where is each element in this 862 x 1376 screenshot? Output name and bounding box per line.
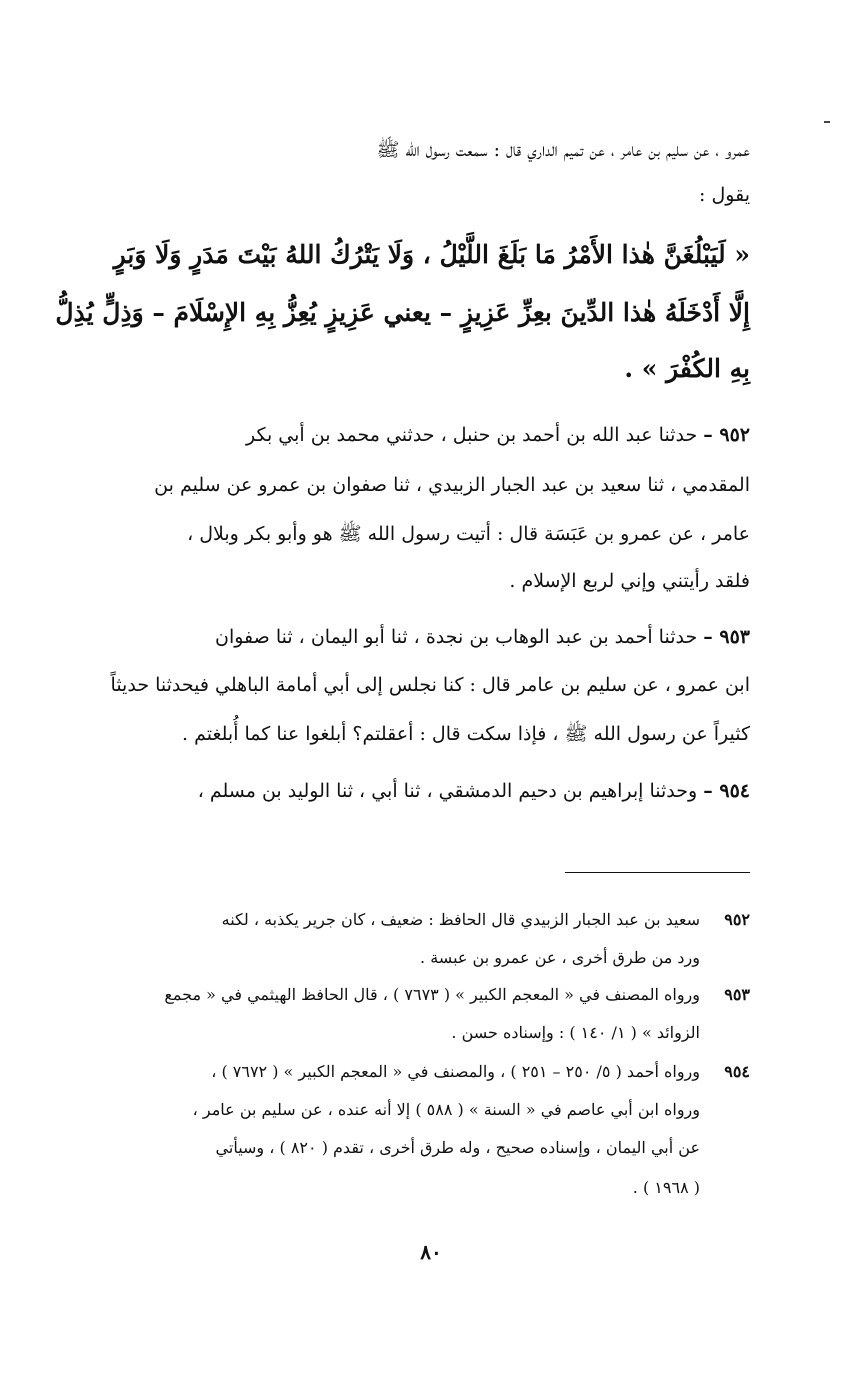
intro-line-2: يقول : bbox=[699, 184, 750, 206]
footnote-952-number: ٩٥٢ bbox=[724, 910, 750, 929]
quote-line-2: إِلَّا أَدْخَلَهُ هٰذا الدِّينَ بعِزِّ عَزِيزٍ – يعني عَزِيزٍ يُعِزُّ بِهِ الإِسْلَامَ – وَذِلٍّ يُذِلُّ bbox=[55, 298, 750, 327]
page-number: ٨٠ bbox=[420, 1240, 442, 1264]
hadith-954-number: ٩٥٤ – bbox=[703, 780, 750, 802]
hadith-952-line-4: فلقد رأيتني وإني لربع الإسلام . bbox=[509, 570, 750, 592]
footnote-952-line-1: سعيد بن عبد الجبار الزبيدي قال الحافظ : ضعيف ، كان جرير يكذبه ، لكنه bbox=[221, 910, 700, 929]
footnote-954-line-2: ورواه ابن أبي عاصم في « السنة » ( ٥٨٨ ) إلا أنه عنده ، عن سليم بن عامر ، bbox=[192, 1100, 700, 1119]
hadith-954-line-1 bbox=[198, 780, 750, 802]
hadith-953-line-2: ابن عمرو ، عن سليم بن عامر قال : كنا نجلس إلى أبي أمامة الباهلي فيحدثنا حديثاً bbox=[110, 674, 750, 696]
hadith-953-line-1 bbox=[215, 626, 750, 648]
scan-mark bbox=[824, 121, 830, 123]
footnote-953-line-2: الزوائد » ( ١/ ١٤٠ ) : وإسناده حسن . bbox=[451, 1023, 700, 1042]
hadith-952-number: ٩٥٢ – bbox=[703, 424, 750, 446]
footnote-954-line-3: عن أبي اليمان ، وإسناده صحيح ، وله طرق أخرى ، تقدم ( ٨٢٠ ) ، وسيأتي bbox=[215, 1138, 700, 1157]
footnote-953-number: ٩٥٣ bbox=[724, 985, 750, 1004]
hadith-952-line-2: المقدمي ، ثنا سعيد بن عبد الجبار الزبيدي ، ثنا صفوان بن عمرو عن سليم بن bbox=[154, 474, 750, 496]
hadith-953-line-3: كثيراً عن رسول الله ﷺ ، فإذا سكت قال : أعقلتم؟ أبلغوا عنا كما أُبلغتم . bbox=[182, 723, 750, 745]
hadith-952-line-1 bbox=[246, 424, 750, 446]
footnote-952-line-2: ورد من طرق أخرى ، عن عمرو بن عبسة . bbox=[420, 948, 700, 967]
intro-line-1: عمرو ، عن سليم بن عامر ، عن تميم الداري قال : سمعت رسول الله ﷺ bbox=[376, 139, 750, 161]
hadith-954-text: وحدثنا إبراهيم بن دحيم الدمشقي ، ثنا أبي ، ثنا الوليد بن مسلم ، bbox=[197, 780, 698, 802]
hadith-953-text: حدثنا أحمد بن عبد الوهاب بن نجدة ، ثنا أبو اليمان ، ثنا صفوان bbox=[214, 626, 698, 648]
quote-line-1: « لَيَبْلُغَنَّ هٰذا الأَمْرُ مَا بَلَغَ اللَّيْلُ ، وَلَا يَتْرُكُ اللهُ بَيْتَ مَدَرٍ وَلَا وَبَرٍ bbox=[113, 240, 750, 269]
hadith-952-line-3: عامر ، عن عمرو بن عَبَسَة قال : أتيت رسول الله ﷺ هو وأبو بكر وبلال ، bbox=[187, 523, 750, 545]
footnote-954-line-1: ورواه أحمد ( ٥/ ٢٥٠ – ٢٥١ ) ، والمصنف في « المعجم الكبير » ( ٧٦٧٢ ) ، bbox=[211, 1062, 700, 1081]
footnote-954-number: ٩٥٤ bbox=[724, 1062, 750, 1081]
footnote-954-line-4: ( ١٩٦٨ ) . bbox=[632, 1178, 700, 1197]
hadith-952-text: حدثنا عبد الله بن أحمد بن حنبل ، حدثني محمد بن أبي بكر bbox=[245, 424, 698, 446]
quote-line-3: بِهِ الكُفْرَ » . bbox=[624, 354, 750, 383]
footnote-953-line-1: ورواه المصنف في « المعجم الكبير » ( ٧٦٧٣ ) ، قال الحافظ الهيثمي في « مجمع bbox=[164, 985, 700, 1004]
footnote-separator bbox=[565, 872, 750, 873]
hadith-953-number: ٩٥٣ – bbox=[703, 626, 750, 648]
